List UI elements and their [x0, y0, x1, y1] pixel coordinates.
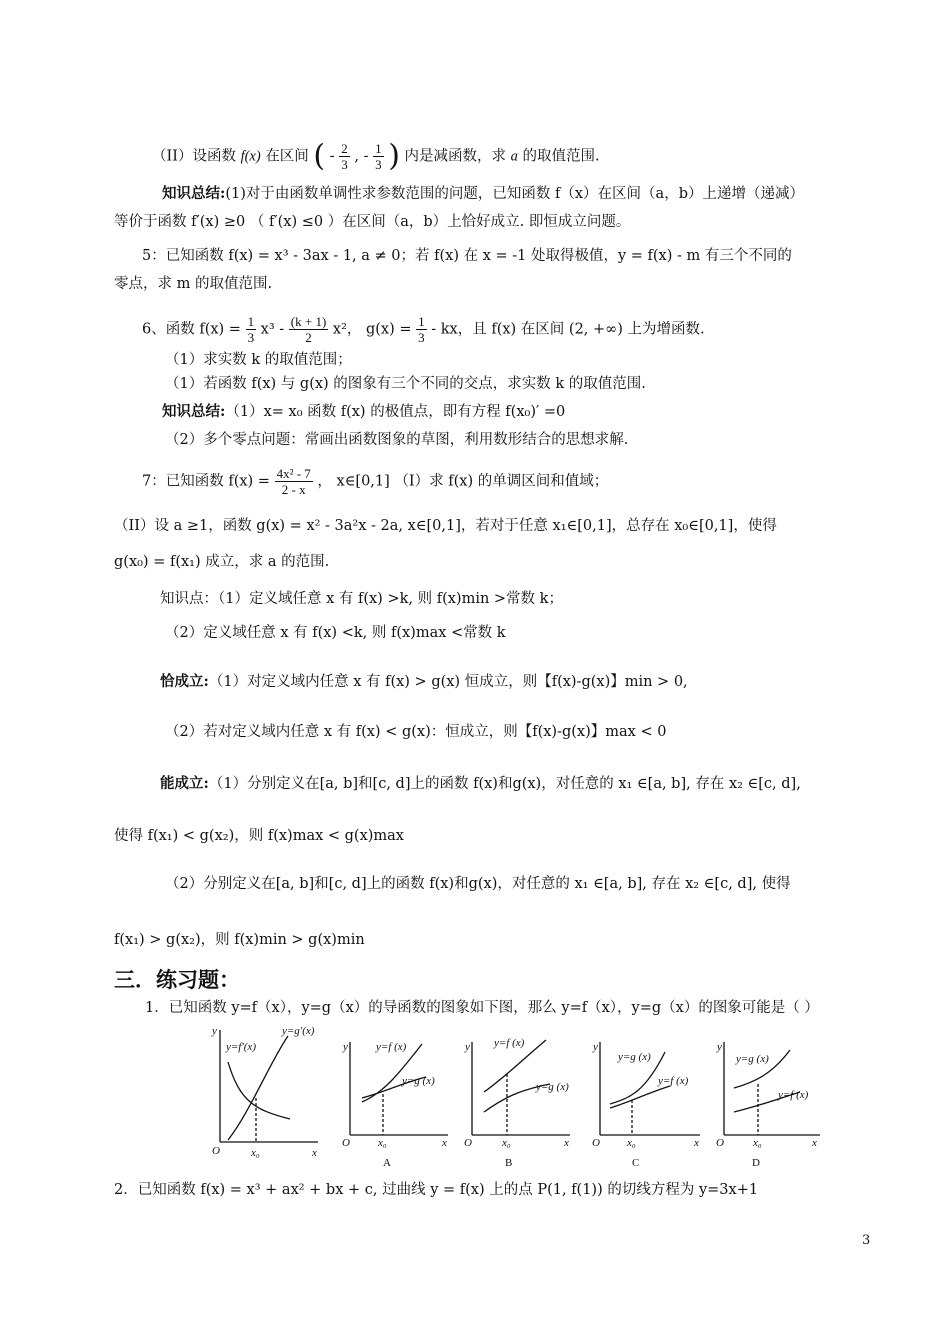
line-5: 零点，求 m 的取值范围. [114, 276, 273, 292]
question-2: 2．已知函数 f(x) = x³ + ax² + bx + c, 过曲线 y = f(x) 上的点 P(1, f(1)) 的切线方程为 y=3x+1 [114, 1182, 759, 1198]
line-10: （2）多个零点问题：常画出函数图象的草图，利用数形结合的思想求解. [165, 432, 629, 448]
origin-label: O [212, 1145, 220, 1157]
axis-label-y: y [465, 1041, 470, 1053]
fraction: $\frac{1}{3}$ [418, 314, 425, 345]
axis-label-y: y [593, 1041, 598, 1053]
line-7: （1）求实数 k 的取值范围； [165, 352, 352, 368]
line-12: （II）设 a ≥1，函数 g(x) = x² - 3a²x - 2a, x∈[0,1]，若对于任意 x₁∈[0,1]，总存在 x₀∈[0,1]，使得 [114, 518, 777, 534]
caption-b: B [505, 1157, 513, 1169]
line-3: 等价于函数 f′(x) ≥0 （ f′(x) ≤0 ）在区间（a，b）上恰好成立. 即恒成立问题。 [114, 214, 631, 230]
bold-heading: 知识总结: [162, 185, 226, 202]
origin-label: O [342, 1137, 350, 1149]
x0-label: x₀ [502, 1137, 511, 1149]
origin-label: O [716, 1137, 724, 1149]
axis-label-y: y [717, 1041, 722, 1053]
curve-label: y=f (x) [494, 1037, 525, 1049]
axis-label-x: x [442, 1137, 447, 1149]
text: （II）设函数 [152, 148, 236, 165]
line-4: 5：已知函数 f(x) = x³ - 3ax - 1, a ≠ 0；若 f(x) 在 x = -1 处取得极值，y = f(x) - m 有三个不同的 [142, 248, 792, 264]
line-19: 使得 f(x₁) < g(x₂)，则 f(x)max < g(x)max [114, 828, 404, 844]
text: x³ - [260, 321, 285, 338]
curve-fprime [228, 1062, 290, 1119]
caption-d: D [752, 1157, 760, 1169]
line-9 [162, 402, 565, 422]
x0-label: x₀ [753, 1137, 762, 1149]
x0-label: x₀ [378, 1137, 387, 1149]
axis-label-y: y [343, 1041, 348, 1053]
line-15: （2）定义域任意 x 有 f(x) <k, 则 f(x)max <常数 k [165, 625, 506, 641]
line-1: （II）设函数 f(x) 在区间 ( - $\frac{2}{3}$ , - $\frac{1}{3}$ ) 内是减函数，求 a 的取值范围. [152, 138, 600, 174]
text: （1）分别定义在[a, b]和[c, d]上的函数 f(x)和g(x)，对任意的 x₁ ∈[a, b], 存在 x₂ ∈[c, d], [208, 776, 801, 792]
line-13: g(x₀) = f(x₁) 成立，求 a 的范围. [114, 554, 330, 570]
line-2 [162, 184, 804, 204]
text: 的取值范围. [522, 148, 600, 165]
line-6 [142, 314, 705, 345]
derivative-graphs-figure [200, 1022, 820, 1172]
text: 6、函数 f(x) = [142, 321, 241, 338]
origin-label: O [592, 1137, 600, 1149]
caption-a: A [383, 1157, 391, 1169]
axis-label-x: x [694, 1137, 699, 1149]
graph-a [350, 1042, 448, 1135]
page-number: 3 [862, 1233, 871, 1248]
text: (1)对于由函数单调性求参数范围的问题，已知函数 f（x）在区间（a，b）上递增（递减） [225, 186, 804, 202]
curve-label: y=f (x) [778, 1089, 809, 1101]
text: 7：已知函数 f(x) = [142, 473, 270, 490]
curve-label: y=f (x) [658, 1075, 689, 1087]
fraction: $\frac{1}{3}$ [247, 314, 255, 345]
line-16 [160, 672, 688, 692]
curve-label: y=f (x) [376, 1041, 407, 1053]
text: 内是减函数，求 [404, 148, 507, 165]
fraction: $\frac{(k + 1)}{2}$ [290, 314, 327, 345]
curve-label: y=g (x) [736, 1053, 769, 1065]
axis-label-x: x [564, 1137, 569, 1149]
line-17: （2）若对定义域内任意 x 有 f(x) < g(x)：恒成立，则【f(x)-g(x)】max < 0 [165, 724, 667, 740]
origin-label: O [464, 1137, 472, 1149]
bold-heading: 知识总结: [162, 403, 226, 420]
text: （1）对定义域内任意 x 有 f(x) > g(x) 恒成立，则【f(x)-g(x)】min > 0, [208, 674, 688, 690]
axis-label-x: x [312, 1147, 317, 1159]
math: a [510, 148, 518, 165]
line-8: （1）若函数 f(x) 与 g(x) 的图象有三个不同的交点，求实数 k 的取值范围. [165, 376, 646, 392]
text: （1）x= x₀ 函数 f(x) 的极值点，即有方程 f(x₀)′ =0 [225, 404, 566, 420]
section-title: 三．练习题： [114, 967, 240, 992]
fraction: $\frac{1}{3}$ [375, 141, 382, 172]
x0-label: x₀ [251, 1147, 260, 1159]
curve-label: y=g (x) [402, 1075, 435, 1087]
curve-label: y=g (x) [618, 1051, 651, 1063]
line-20: （2）分别定义在[a, b]和[c, d]上的函数 f(x)和g(x)，对任意的 x₁ ∈[a, b], 存在 x₂ ∈[c, d], 使得 [165, 876, 791, 892]
line-11 [142, 466, 608, 497]
text: ， x∈[0,1] （I）求 f(x) 的单调区间和值域； [317, 473, 609, 490]
axis-label-y: y [212, 1025, 217, 1037]
gprime-label: y=g′(x) [282, 1025, 315, 1037]
text: - kx，且 f(x) 在区间 (2, +∞) 上为增函数. [431, 321, 705, 338]
x0-label: x₀ [627, 1137, 636, 1149]
axis-label-x: x [812, 1137, 817, 1149]
bold-heading: 恰成立: [160, 673, 209, 690]
line-18 [160, 774, 801, 794]
text: 在区间 [265, 148, 309, 165]
curve-label: y=g (x) [536, 1081, 569, 1093]
bold-heading: 能成立: [160, 775, 209, 792]
line-14: 知识点：（1）定义域任意 x 有 f(x) >k, 则 f(x)min >常数 k； [160, 591, 563, 607]
fprime-label: y=f′(x) [226, 1041, 256, 1053]
question-1: 1．已知函数 y=f（x），y=g（x）的导函数的图象如下图，那么 y=f（x），y=g（x）的图象可能是（ ） [145, 1000, 819, 1016]
fraction: $\frac{2}{3}$ [341, 141, 348, 172]
line-21: f(x₁) > g(x₂)，则 f(x)min > g(x)min [114, 932, 365, 948]
fraction: $\frac{\text{4x² - 7}}{2 - x}$ [276, 466, 311, 497]
text: x²， g(x) = [332, 321, 412, 338]
caption-c: C [632, 1157, 640, 1169]
math: f(x) [240, 148, 261, 165]
